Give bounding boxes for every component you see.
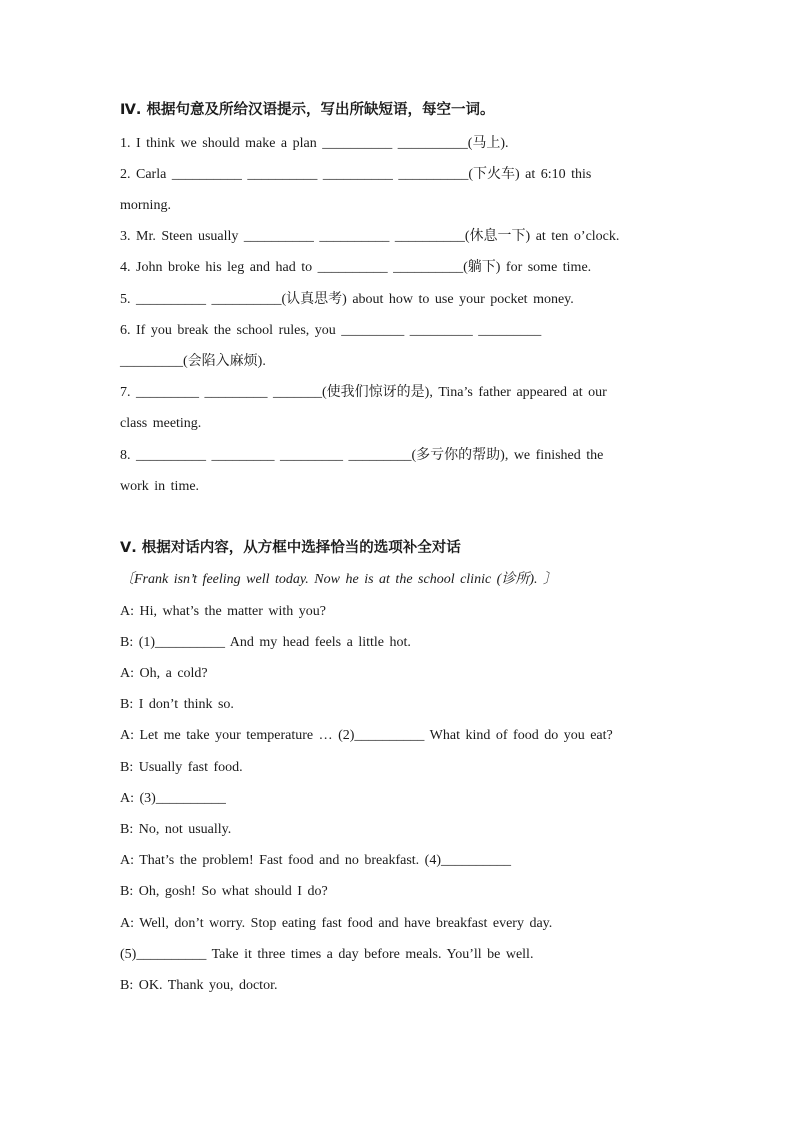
question-7-continuation: class meeting. [120,416,202,431]
dialogue-line: B: No, not usually. [120,822,232,837]
dialogue-line: A: Let me take your temperature … (2)__________ What kind of food do you eat? [120,728,613,743]
question-8-continuation: work in time. [120,479,200,494]
dialogue-line: A: (3)__________ [120,791,226,806]
question-5: 5. __________ __________(认真思考) about how to use your pocket money. [120,292,574,307]
dialogue-line: (5)__________ Take it three times a day before meals. You’ll be well. [120,947,534,962]
dialogue-line: A: Hi, what’s the matter with you? [120,604,327,619]
dialogue-line: B: Oh, gosh! So what should I do? [120,884,328,899]
dialogue-line: B: (1)__________ And my head feels a little hot. [120,635,411,650]
question-6-continuation: _________(会陷入麻烦). [120,354,266,369]
question-3: 3. Mr. Steen usually __________ __________ __________(休息一下) at ten o’clock. [120,229,620,244]
question-2: 2. Carla __________ __________ __________ __________(下火车) at 6:10 this [120,167,592,182]
dialogue-line: A: That’s the problem! Fast food and no breakfast. (4)__________ [120,853,512,868]
question-6: 6. If you break the school rules, you _________ _________ _________ [120,323,542,338]
question-2-continuation: morning. [120,198,171,213]
section-4-heading: Ⅳ. 根据句意及所给汉语提示，写出所缺短语，每空一词。 [120,102,495,118]
section-5-heading: Ⅴ. 根据对话内容，从方框中选择恰当的选项补全对话 [120,540,461,556]
dialogue-line: B: Usually fast food. [120,760,243,775]
dialogue-line: A: Oh, a cold? [120,666,208,681]
dialogue-line: B: I don’t think so. [120,697,234,712]
question-1: 1. I think we should make a plan __________ __________(马上). [120,136,509,151]
question-7: 7. _________ _________ _______(使我们惊讶的是), Tina’s father appeared at our [120,385,607,400]
question-8: 8. __________ _________ _________ _________(多亏你的帮助), we finished the [120,448,604,463]
dialogue-context-note: 〔Frank isn’t feeling well today. Now he is at the school clinic (诊所). 〕 [120,572,558,587]
dialogue-line: B: OK. Thank you, doctor. [120,978,278,993]
dialogue-line: A: Well, don’t worry. Stop eating fast food and have breakfast every day. [120,916,553,931]
question-4: 4. John broke his leg and had to __________ __________(躺下) for some time. [120,260,592,275]
